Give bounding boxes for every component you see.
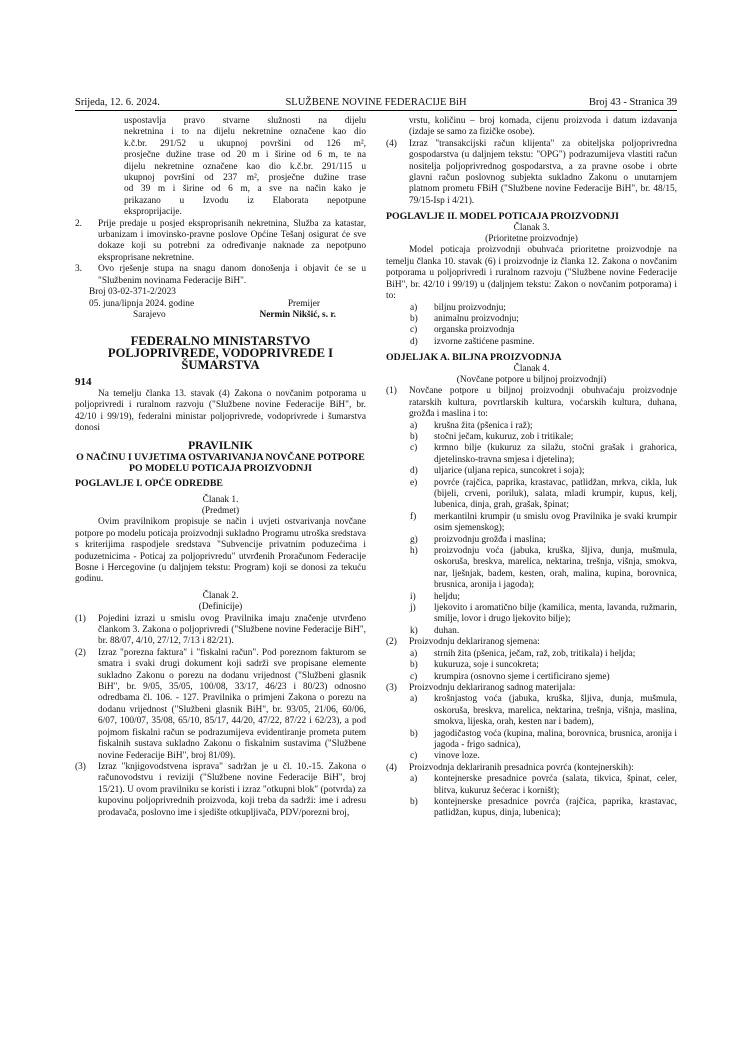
text-line: ukupnoj površini od 237 m², prosječne dužine trase <box>124 173 366 184</box>
article-title: (Prioritetne proizvodnje) <box>485 234 578 245</box>
crop-list <box>386 421 677 638</box>
list-item: a) krošnjastog voća (jabuka, kruška, šljiva, dunja, mušmula, oskoruša, breskva, marelica, nektarina, trešnja, višnja, maslina, smokva, lijeska, orah, kesten nar i badem), <box>410 694 677 728</box>
header-date: Srijeda, 12. 6. 2024. <box>75 97 160 108</box>
article-number: Članak 4. <box>513 363 550 374</box>
signer-name: Nermin Nikšić, s. r. <box>259 309 336 320</box>
text-line: dijelu nekretnine označene kao dio k.č.br. 291/115 u <box>124 161 366 172</box>
ministry-heading: FEDERALNO MINISTARSTVO POLJOPRIVREDE, VODOPRIVREDE I ŠUMARSTVA <box>107 334 334 373</box>
list-item: d) izvorne zaštićene pasmine. <box>410 336 535 347</box>
page-header <box>75 96 677 111</box>
article-paragraph: (2) Proizvodnju deklariranog sjemena: <box>386 637 540 648</box>
chapter-heading: POGLAVLJE I. OPĆE ODREDBE <box>75 478 223 490</box>
list-item: a) kontejnerske presadnice povrća (salata, tikvica, špinat, celer, blitva, kukuruz šećerac i korništ); <box>410 774 677 796</box>
continued-decision-text <box>75 116 366 219</box>
definition-paragraph: (1) Pojedini izrazi u smislu ovog Pravilnika imaju značenje utvrđeno člankom 3. Zakona o poljoprivredi ("Službene novine Federacije BiH", br. 88/07, 4/10, 27/12, 7/13 i 82/21). <box>75 613 366 647</box>
header-publication: SLUŽBENE NOVINE FEDERACIJE BiH <box>285 97 467 108</box>
text-line: eksproprijacije. <box>124 207 182 218</box>
list-item: f) merkantilni krumpir (u smislu ovog Pravilnika je svaki krumpir osim sjemenskog); <box>410 511 677 534</box>
seed-list <box>386 649 677 683</box>
seedling-list <box>386 774 677 820</box>
decision-item-3: 3. Ovo rješenje stupa na snagu danom donošenja i objavit će se u "Službenim novinama Federacije BiH". <box>75 264 366 286</box>
signer-title: Premijer <box>287 298 320 309</box>
list-item: a) biljnu proizvodnju; <box>410 302 506 313</box>
definition-paragraph: (4) Izraz "transakcijski račun klijenta" za obiteljska poljoprivredna gospodarstva (u daljnjem tekstu: "OPG") podrazumijeva vlastiti račun nositelja poljoprivrednog gospodarstva, a za pravne osobe i obrte glavni račun poslovnog subjekta sukladno Zakonu o unutarnjem platnom prometu FBiH ("Službene novine Federacije BiH", br. 48/15, 79/15-Isp i 4/21). <box>386 138 677 206</box>
list-item: h) proizvodnju voća (jabuka, kruška, šljiva, dunja, mušmula, oskoruša, breskva, marelica, nektarina, trešnja, višnja, smokva, nar, lješnjak, badem, kesten, orah, malina, kupina, borovnica, brusnica, aronija i jagoda); <box>410 546 677 591</box>
list-item: b) animalnu proizvodnju; <box>410 313 519 324</box>
chapter-heading: POGLAVLJE II. MODEL POTICAJA PROIZVODNJI <box>386 211 619 223</box>
continued-definition: vrstu, količinu – broj komada, cijenu proizvoda i datum izdavanja (izdaje se samo za fizičke osobe). <box>409 116 677 138</box>
article-title: (Definicije) <box>198 602 243 613</box>
decision-item-2: 2. Prije predaje u posjed eksproprisanih nekretnina, Služba za katastar, urbanizam i imovinsko-pravne poslove Općine Tešanj osigurat će sve dokaze koji su potrebni za određivanje naknade za nepotpuno eksproprisane nekretnine. <box>75 218 366 263</box>
list-item: b) stočni ječam, kukuruz, zob i tritikale; <box>410 431 574 442</box>
planting-material-list <box>386 694 677 762</box>
text-line: nekretnina i to na dijelu nekretnine označene kao dio <box>124 127 366 138</box>
list-item: i) heljdu; <box>410 591 460 602</box>
decision-date: 05. juna/lipnja 2024. godine <box>89 298 195 309</box>
article-paragraph: (4) Proizvodnja deklariranih presadnica povrća (kontejnerskih): <box>386 762 634 773</box>
list-item: b) kontejnerske presadnice povrća (rajčica, paprika, krastavac, patlidžan, kupus, dinja, lubenica); <box>410 796 677 819</box>
decision-place: Sarajevo <box>133 309 166 320</box>
text-line: od 39 m i širine od 6 m, a sve na način kako je <box>124 184 366 195</box>
list-item: a) strnih žita (pšenica, ječam, raž, zob, tritikala) i heljda; <box>410 648 636 659</box>
article-number: Članak 1. <box>202 494 239 505</box>
text-line: uspostavlja pravo stvarne služnosti na dijelu <box>124 116 366 126</box>
definition-paragraph: (3) Izraz "knjigovodstvena isprava" sadržan je u čl. 10.-15. Zakona o računovodstvu i reviziji ("Službene novine Federacije BiH", broj 15/21). U ovom pravilniku se koristi i izraz "otkupni blok" (potvrda) za kupovinu poljoprivrednih proizvoda, koji treba da sadrži: ime i adresu prodavača, poslovno ime i sjedište otkupljivača, PDV/porezni broj, <box>75 761 366 818</box>
left-column <box>75 116 366 819</box>
list-item: a) krušna žita (pšenica i raž); <box>410 420 533 431</box>
list-item: j) ljekovito i aromatično bilje (kamilica, menta, lavanda, ružmarin, smilje, lovor i drugo ljekovito bilje); <box>410 603 677 625</box>
article-paragraph: (1) Novčane potpore u biljnoj proizvodnji obuhvaćaju proizvodnje ratarskih kultura, povrtlarskih kultura, voćarskih kultura, duhana, grožđa i maslina i to: <box>386 386 677 420</box>
legal-basis-intro: Na temelju članka 13. stavak (4) Zakona o novčanim potporama u poljoprivredi i ruralnom razvoju ("Službene novine Federacije BiH", br. 42/10 i 99/19), federalni ministar poljoprivrede, vodoprivrede i šumarstva donosi <box>75 388 366 433</box>
article-number: Članak 2. <box>202 590 239 601</box>
signature-row-2 <box>75 310 366 321</box>
article-text: Model poticaja proizvodnji obuhvaća prioritetne proizvodnje na temelju članka 10. stavak (6) i proizvodnje iz članka 12. Zakona o novčanim potporama u poljoprivredi i ruralnom razvoju ("Službene novine Federacije BiH", br. 42/10 i 99/19) u (daljnjem tekstu: Zakon o novčanim potporama) i to: <box>386 245 677 302</box>
document-number: 914 <box>75 376 92 389</box>
section-heading: ODJELJAK A. BILJNA PROIZVODNJA <box>386 352 562 364</box>
priority-production-list <box>386 303 677 349</box>
text-line: prikazano u Izvodu iz Elaborata nepotpune <box>124 195 366 206</box>
text-line: k.č.br. 291/52 u ukupnoj površini od 126 m², <box>124 138 366 149</box>
article-title: (Novčane potpore u biljnoj proizvodnji) <box>456 374 607 385</box>
signature-row-1 <box>75 299 366 310</box>
article-number: Članak 3. <box>513 222 550 233</box>
right-column <box>386 116 677 820</box>
article-text: Ovim pravilnikom propisuje se način i uvjeti ostvarivanja novčane potpore po modelu poticaja proizvodnji sukladno Programu utroška sredstava s kriterijima raspodjele sredstava "Subvencije privatnim poduzećima i poduzetnicima - Poticaj za poljoprivredu" utvrđenih Proračunom Federacije Bosne i Hercegovine (u daljnjem tekstu: Program) koji se donosi za tekuću godinu. <box>75 517 366 585</box>
regulation-subtitle: O NAČINU I UVJETIMA OSTVARIVANJA NOVČANE POTPORE PO MODELU POTICAJA PROIZVODNJI <box>76 451 365 474</box>
list-item: c) krmno bilje (kukuruz za silažu, stočni grašak i grahorica, djetelinsko-travna smjesa i djetelina); <box>410 443 677 465</box>
list-item: k) duhan. <box>410 625 460 636</box>
definition-paragraph: (2) Izraz "porezna faktura" i "fiskalni račun". Pod poreznom fakturom se smatra i svaki drugi dokument koji sadrži sve propisane elemente sukladno Zakonu o porezu na dodanu vrijednost ("Službeni glasnik BiH", br. 9/05, 35/05, 100/08, 33/17, 46/23 i 80/23) odnosno odredbama čl. 106. - 127. Pravilnika o primjeni Zakona o porezu na dodanu vrijednost ("Službeni glasnik BiH", br. 93/05, 21/06, 60/06, 6/07, 100/07, 35/08, 65/10, 85/17, 44/20, 47/22, 87/22 i 62/23), a pod pojmom fiskalni račun se podrazumijeva evidentiranje prometa putem fiskalnih sustava sukladno Zakonu o fiskalnim sustavima ("Službene novine Federacije BiH", broj 81/09). <box>75 647 366 761</box>
list-item: c) krumpira (osnovno sjeme i certificirano sjeme) <box>410 671 610 682</box>
list-item: c) organska proizvodnja <box>410 325 515 336</box>
regulation-title: PRAVILNIK <box>188 439 253 453</box>
article-paragraph: (3) Proizvodnju deklariranog sadnog materijala: <box>386 682 576 693</box>
decision-number: Broj 03-02-371-2/2023 <box>89 287 176 298</box>
list-item: b) jagodičastog voća (kupina, malina, borovnica, brusnica, aronija i jagoda - frigo sadnica), <box>410 728 677 750</box>
article-title: (Predmet) <box>201 505 240 516</box>
list-item: g) proizvodnju grožđa i maslina; <box>410 534 546 545</box>
text-line: prosječne dužine trase od 20 m i širine od 6 m, te na <box>124 150 366 161</box>
list-item: b) kukuruza, soje i suncokreta; <box>410 660 539 671</box>
list-item: e) povrće (rajčica, paprika, krastavac, patlidžan, mrkva, cikla, luk (bijeli, crveni, poriluk), salata, mladi krumpir, kupus, kelj, lubenica, dinja, grah, grašak, špinat; <box>410 477 677 511</box>
header-page-number: Broj 43 - Stranica 39 <box>588 97 677 108</box>
list-item: d) uljarice (uljana repica, suncokret i soja); <box>410 466 585 477</box>
list-item: c) vinove loze. <box>410 751 480 762</box>
